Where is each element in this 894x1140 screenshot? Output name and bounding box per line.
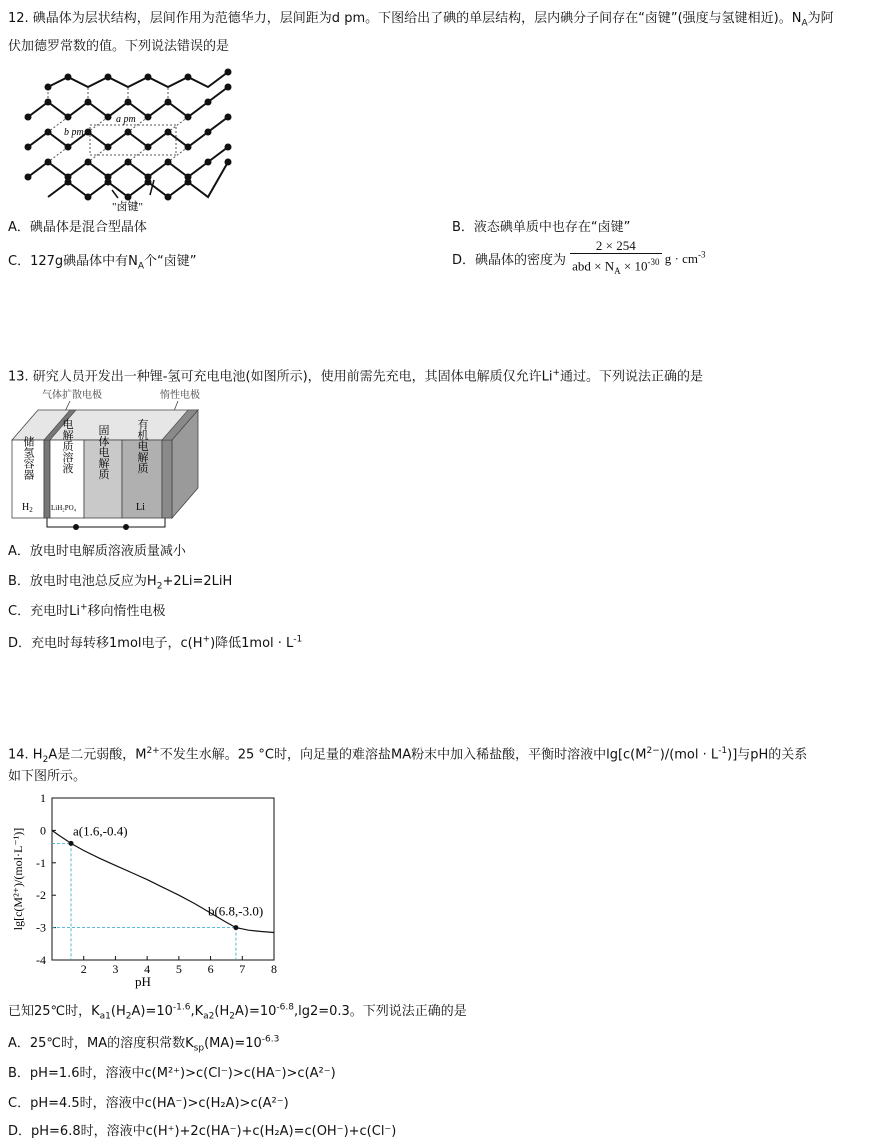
q12-stem-line2: 伏加德罗常数的值。下列说法错误的是 — [8, 39, 230, 54]
x-tick-label: 5 — [175, 962, 182, 976]
point-label: b(6.8,-3.0) — [207, 903, 264, 919]
data-point — [233, 925, 238, 930]
q13-option-c: C．充电时Li+移向惰性电极 — [8, 602, 166, 619]
plot-frame — [52, 798, 274, 960]
q12-option-b: B．液态碘单质中也存在“卤键” — [452, 220, 631, 235]
label-li: Li — [136, 502, 145, 513]
q14-option-b: B．pH=1.6时，溶液中c(M²⁺)>c(Cl⁻)>c(HA⁻)>c(A²⁻) — [8, 1066, 336, 1081]
q13-option-b: B．放电时电池总反应为$H_2+2Li=2LiH$ — [8, 574, 233, 592]
q12-stem-line1: 12. 碘晶体为层状结构，层间作用为范德华力，层间距为d pm。下图给出了碘的单层结构，层内碘分子间存在“卤键”(强度与氢键相近)。$N_A$为阿 — [8, 11, 834, 29]
q14-option-d: D．pH=6.8时，溶液中c(H⁺)+2c(HA⁻)+c(H₂A)=c(OH⁻)+c(Cl⁻) — [8, 1124, 397, 1139]
q12-option-d: D．碘晶体的密度为 $\frac{2 \times 254}{abd \times N_A \times 10^{-30}}$ $g \cdot cm^{-3}$ — [452, 238, 705, 279]
x-tick-label: 7 — [239, 962, 246, 976]
x-axis-label: pH — [135, 974, 151, 989]
label-electrolyte-solution: 电解质溶液 — [61, 418, 73, 474]
x-tick-label: 4 — [144, 962, 151, 976]
q14-known-conditions: 已知25℃时，$K_{a1}(H_2A)=10^{-1.6},K_{a2}(H_2A)=10^{-6.8},\lg 2=0.3$。下列说法正确的是 — [8, 1002, 467, 1022]
q12-option-a: A．碘晶体是混合型晶体 — [8, 220, 147, 235]
x-tick-label: 3 — [112, 962, 119, 976]
q14-option-a: A．25℃时，MA的溶度积常数$K_{sp}(MA)=10^{-6.3}$ — [8, 1034, 280, 1054]
q14-stem-line2: 如下图所示。 — [8, 769, 87, 784]
y-tick-label: -4 — [36, 953, 46, 967]
iodine-layer-figure — [18, 62, 248, 212]
q13-option-a: A．放电时电解质溶液质量减小 — [8, 544, 186, 559]
y-tick-label: -3 — [36, 920, 46, 935]
label-solid-electrolyte: 固体电解质 — [97, 424, 109, 480]
y-tick-label: -1 — [36, 855, 46, 870]
battery-figure — [8, 386, 208, 534]
q12-option-c: C．127g碘晶体中有$N_A$个“卤键” — [8, 254, 197, 272]
x-tick-label: 6 — [207, 962, 214, 976]
q14-stem-line1: 14. $H_2A$是二元弱酸，$M^{2+}$不发生水解。25 °C时，向足量的难溶盐MA粉末中加入稀盐酸，平衡时溶液中$\lg[c(M^{2-})/(mol \cdot L^{-1})]$与pH的关系 — [8, 746, 808, 765]
label-lih2po4: LiH₂PO₄ — [51, 504, 77, 512]
x-tick-label: 8 — [271, 962, 277, 976]
q13-stem: 13. 研究人员开发出一种锂-氢可充电电池(如图所示)，使用前需先充电，其固体电解质仅允许Li+通过。下列说法正确的是 — [8, 368, 704, 385]
label-gas-electrode: 气体扩散电极 — [42, 390, 102, 401]
label-inert-electrode: 惰性电极 — [160, 390, 200, 401]
q13-option-d: D．充电时每转移1mol电子，c(H+)降低$1mol \cdot L^{-1}$ — [8, 634, 303, 651]
label-halogen-bond: "卤键" — [112, 201, 143, 212]
q14-option-c: C．pH=4.5时，溶液中c(HA⁻)>c(H₂A)>c(A²⁻) — [8, 1096, 289, 1111]
y-axis-label: lg[c(M²⁺)/(mol·L⁻¹)] — [11, 827, 25, 931]
lg-concentration-ph-chart — [8, 790, 284, 990]
y-tick-label: 0 — [40, 823, 46, 838]
density-fraction: $\frac{2 \times 254}{abd \times N_A \times 10^{-30}}$ — [572, 238, 660, 276]
label-h2: $H_2$ — [22, 502, 33, 514]
label-organic-electrolyte: 有机电解质 — [136, 418, 148, 474]
point-label: a(1.6,-0.4) — [73, 823, 128, 839]
label-a-pm: a pm — [116, 114, 136, 125]
data-point — [69, 841, 74, 846]
x-tick-label: 2 — [80, 962, 87, 976]
label-b-pm: b pm — [64, 127, 84, 138]
y-tick-label: -2 — [36, 888, 46, 903]
y-tick-label: 1 — [40, 791, 46, 805]
label-h2-container: 储氢容器 — [22, 436, 34, 480]
